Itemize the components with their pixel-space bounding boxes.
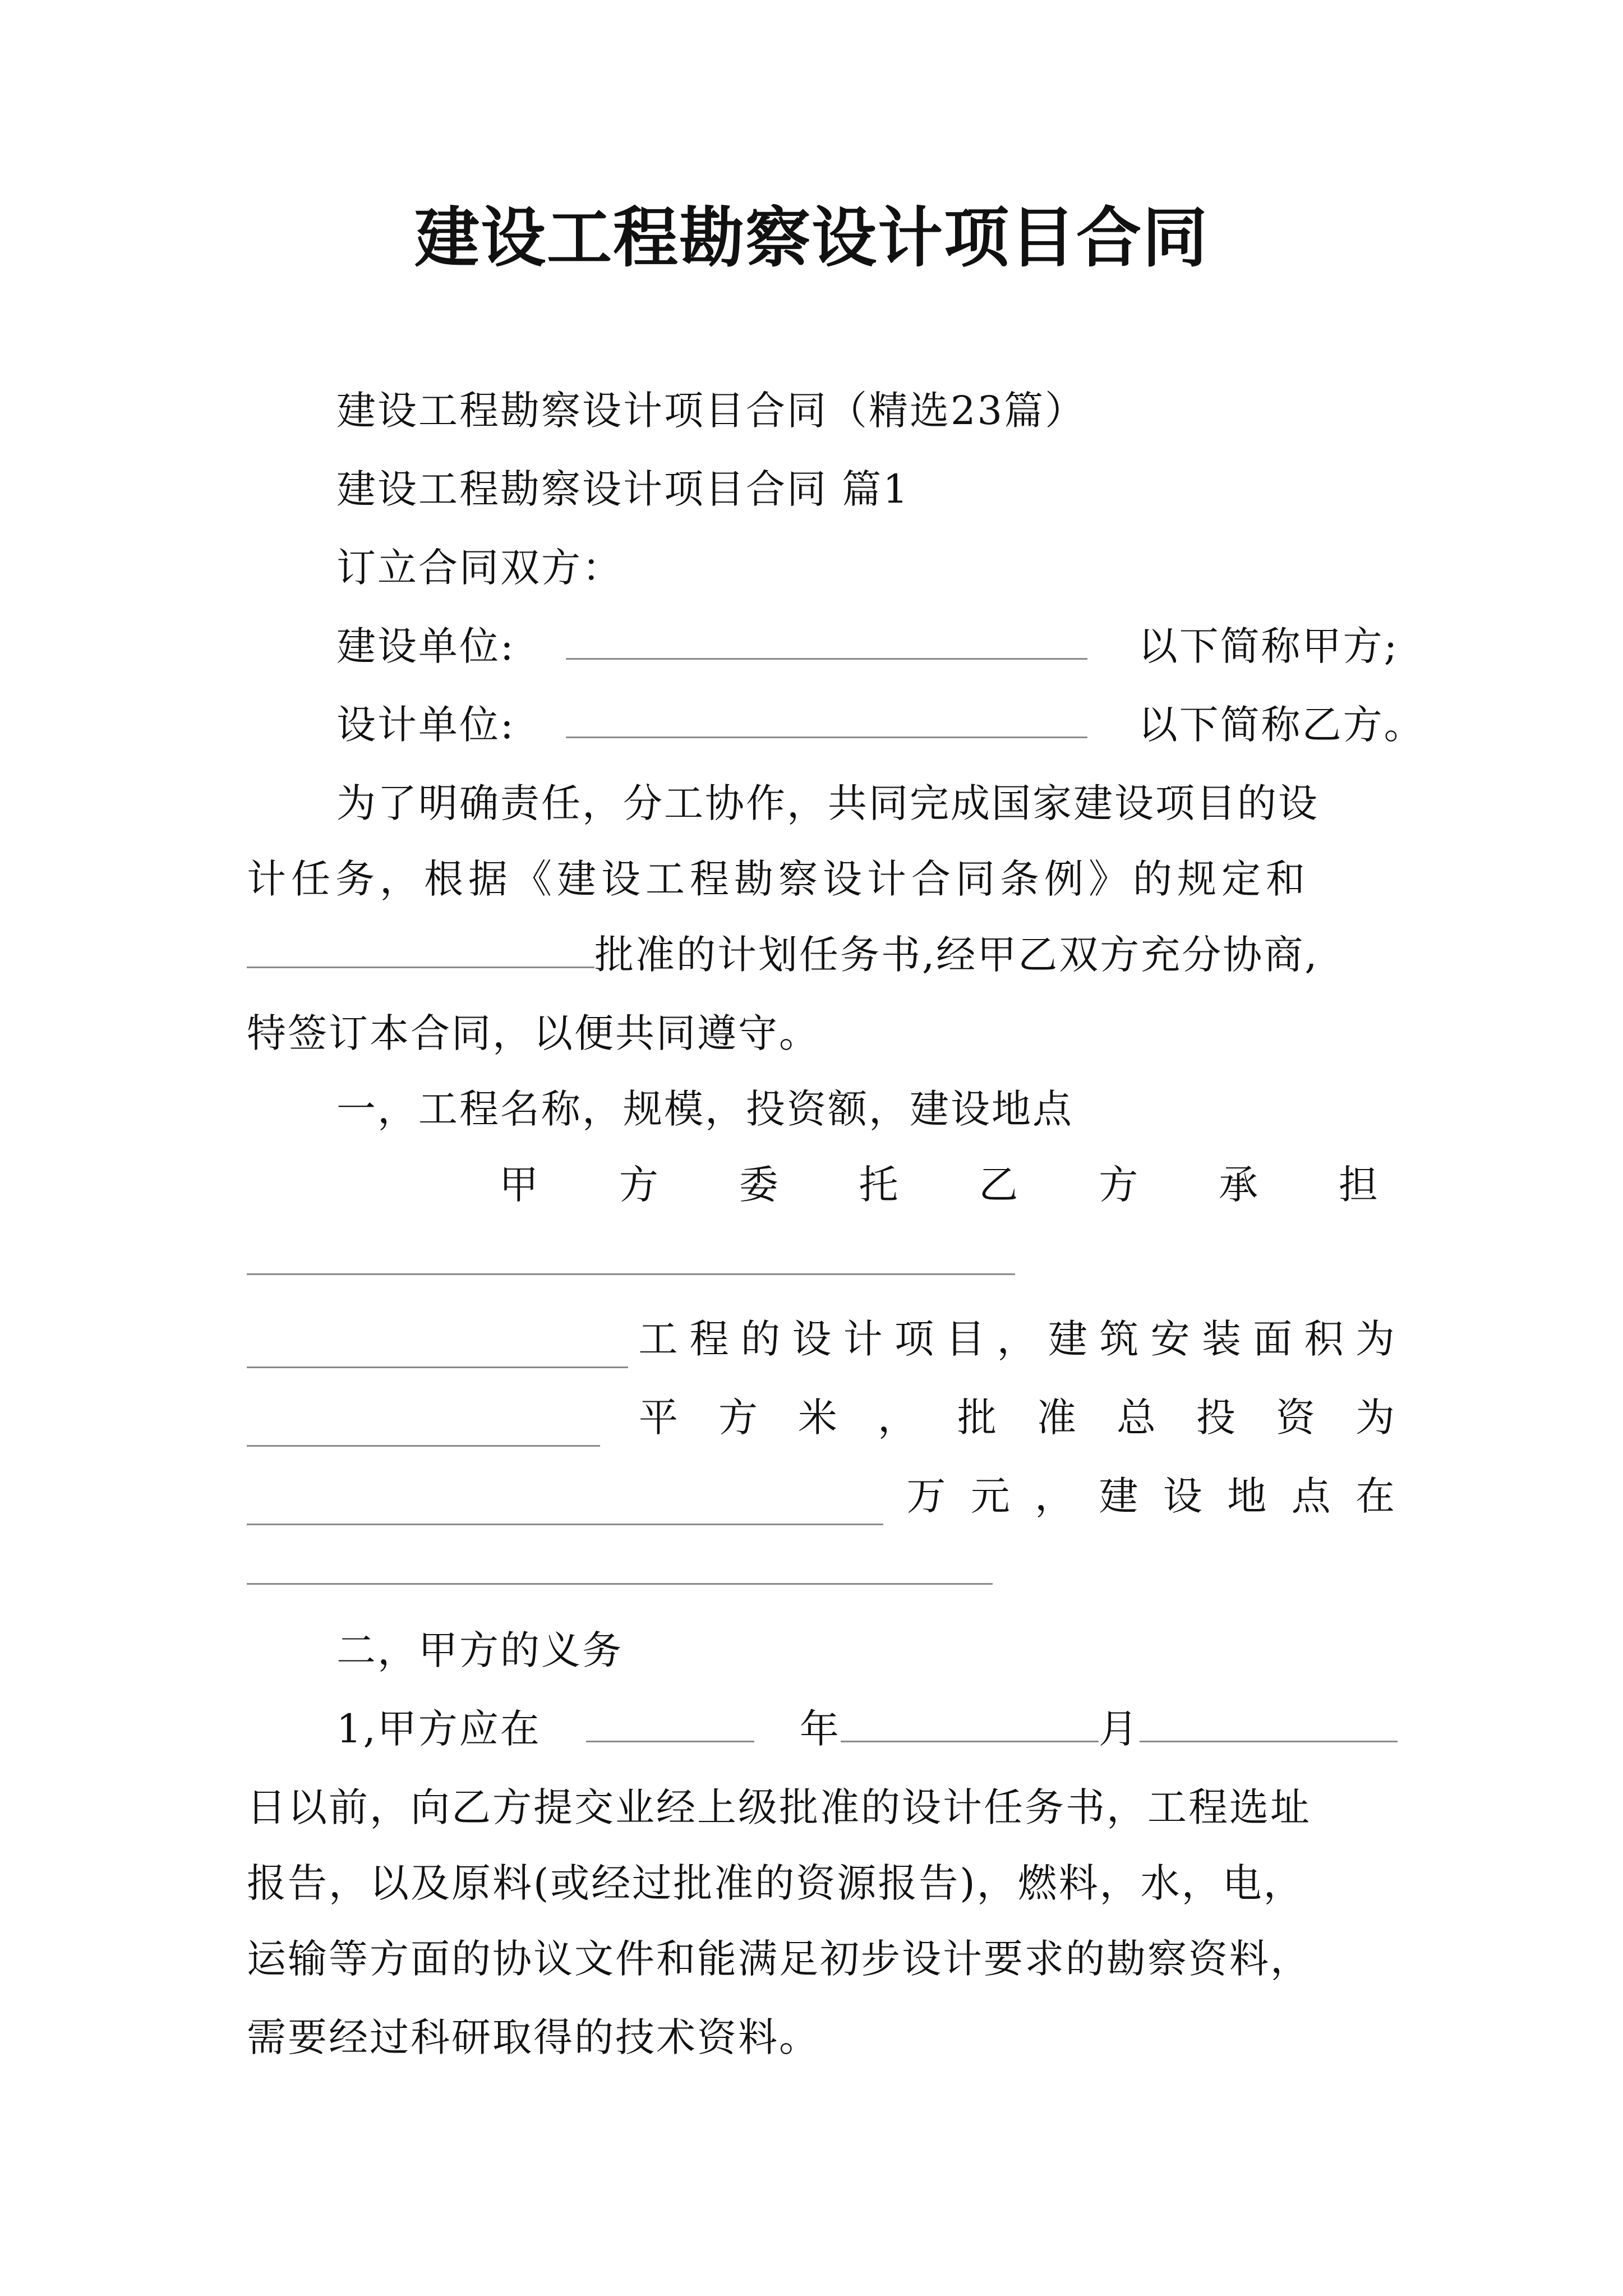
- clause1-line-1: [499, 1156, 1380, 1214]
- clause1-line-4: [247, 1388, 1396, 1447]
- parties-intro: 订立合同双方：: [336, 545, 623, 591]
- clause1-char: 在: [1355, 1473, 1396, 1519]
- clause1-char: 乙: [979, 1162, 1020, 1208]
- section-heading: 建设工程勘察设计项目合同 篇1: [336, 466, 910, 512]
- clause1-char: 建: [1099, 1473, 1140, 1519]
- clause2-item1-line-3: 报告，以及原料(或经过批准的资源报告)，燃料，水，电，: [247, 1860, 1304, 1906]
- clause1-char: ，: [1035, 1473, 1076, 1519]
- preamble-line-4: 特签订本合同，以便共同遵守。: [247, 1010, 820, 1056]
- clause1-char: 甲: [499, 1162, 540, 1208]
- clause1-char: 托: [859, 1162, 900, 1208]
- floor-area-blank[interactable]: [247, 1406, 600, 1447]
- party-a-blank[interactable]: [566, 619, 1087, 660]
- investment-blank[interactable]: [247, 1484, 883, 1525]
- clause1-char: 安: [1150, 1316, 1192, 1362]
- clause1-char: 为: [1355, 1395, 1396, 1441]
- clause1-char: 设: [1163, 1473, 1204, 1519]
- clause1-char: 地: [1227, 1473, 1269, 1519]
- party-a-line: [247, 617, 1399, 675]
- clause1-char: 米: [798, 1395, 839, 1441]
- clause1-char: 方: [718, 1395, 759, 1441]
- clause1-char: 的: [740, 1316, 782, 1362]
- deadline-year-blank[interactable]: [586, 1701, 754, 1742]
- preamble-line-2: 计任务，根据《建设工程勘察设计合同条例》的规定和: [247, 856, 1310, 902]
- clause1-char: 项: [894, 1316, 935, 1362]
- subtitle: 建设工程勘察设计项目合同（精选23篇）: [336, 388, 1086, 434]
- clause1-char: 平: [639, 1395, 680, 1441]
- party-b-line: [247, 696, 1425, 754]
- location-blank[interactable]: [247, 1583, 993, 1585]
- clause1-char: 设: [792, 1316, 833, 1362]
- clause1-char: 万: [906, 1473, 948, 1519]
- clause1-char: 元: [970, 1473, 1012, 1519]
- clause1-char: 委: [739, 1162, 780, 1208]
- clause1-char: 筑: [1099, 1316, 1141, 1362]
- party-b-blank[interactable]: [566, 697, 1087, 738]
- deadline-month-blank[interactable]: [841, 1701, 1099, 1742]
- clause1-char: 计: [843, 1316, 884, 1362]
- clause1-char: 工: [638, 1316, 680, 1362]
- party-a-suffix: 以下简称甲方;: [1138, 623, 1399, 669]
- clause2-item1-line-2: 日以前，向乙方提交业经上级批准的设计任务书，工程选址: [247, 1784, 1311, 1830]
- party-b-label: 设计单位:: [336, 702, 515, 748]
- clause1-char: 积: [1304, 1316, 1345, 1362]
- clause1-char: 装: [1201, 1316, 1243, 1362]
- clause2-item1-line-5: 需要经过科研取得的技术资料。: [247, 2014, 820, 2060]
- preamble-line-3: 批准的计划任务书,经甲乙双方充分协商,: [594, 932, 1319, 978]
- clause1-char: 目: [946, 1316, 987, 1362]
- project-name-blank-cont[interactable]: [247, 1327, 628, 1368]
- preamble-line-3-row: [247, 926, 1396, 984]
- clause1-char: 资: [1276, 1395, 1317, 1441]
- clause1-line-3: [247, 1310, 1396, 1368]
- clause1-char: 面: [1253, 1316, 1294, 1362]
- clause1-char: 批: [957, 1395, 998, 1441]
- clause1-char: ，: [997, 1316, 1038, 1362]
- clause1-char: 方: [619, 1162, 660, 1208]
- clause1-char: 点: [1291, 1473, 1332, 1519]
- clause1-char: 为: [1355, 1316, 1396, 1362]
- clause1-char: 担: [1338, 1162, 1380, 1208]
- clause1-char: ，: [878, 1395, 919, 1441]
- clause1-char: 准: [1037, 1395, 1078, 1441]
- page-title: 建设工程勘察设计项目合同: [414, 200, 1209, 276]
- clause1-char: 方: [1099, 1162, 1140, 1208]
- clause1-char: 建: [1048, 1316, 1089, 1362]
- preamble-line-1: 为了明确责任，分工协作，共同完成国家建设项目的设: [336, 780, 1319, 826]
- clause1-char: 投: [1196, 1395, 1237, 1441]
- clause1-char: 总: [1117, 1395, 1158, 1441]
- clause1-heading: 一，工程名称，规模，投资额，建设地点: [336, 1086, 1073, 1132]
- approval-authority-blank[interactable]: [247, 927, 594, 968]
- clause1-char: 程: [689, 1316, 731, 1362]
- party-b-suffix: 以下简称乙方。: [1138, 702, 1425, 748]
- party-a-label: 建设单位:: [336, 623, 515, 669]
- clause2-item1-line-1: [247, 1700, 1396, 1758]
- clause2-item1-a: 1,甲方应在: [336, 1706, 541, 1752]
- year-label: 年: [799, 1706, 841, 1752]
- deadline-day-blank[interactable]: [1140, 1701, 1398, 1742]
- clause1-char: 承: [1219, 1162, 1260, 1208]
- month-label: 月: [1098, 1706, 1140, 1752]
- project-name-blank[interactable]: [247, 1273, 1015, 1275]
- clause2-item1-line-4: 运输等方面的协议文件和能满足初步设计要求的勘察资料，: [247, 1936, 1311, 1982]
- clause1-line-5: [247, 1467, 1396, 1525]
- clause2-heading: 二，甲方的义务: [336, 1627, 623, 1673]
